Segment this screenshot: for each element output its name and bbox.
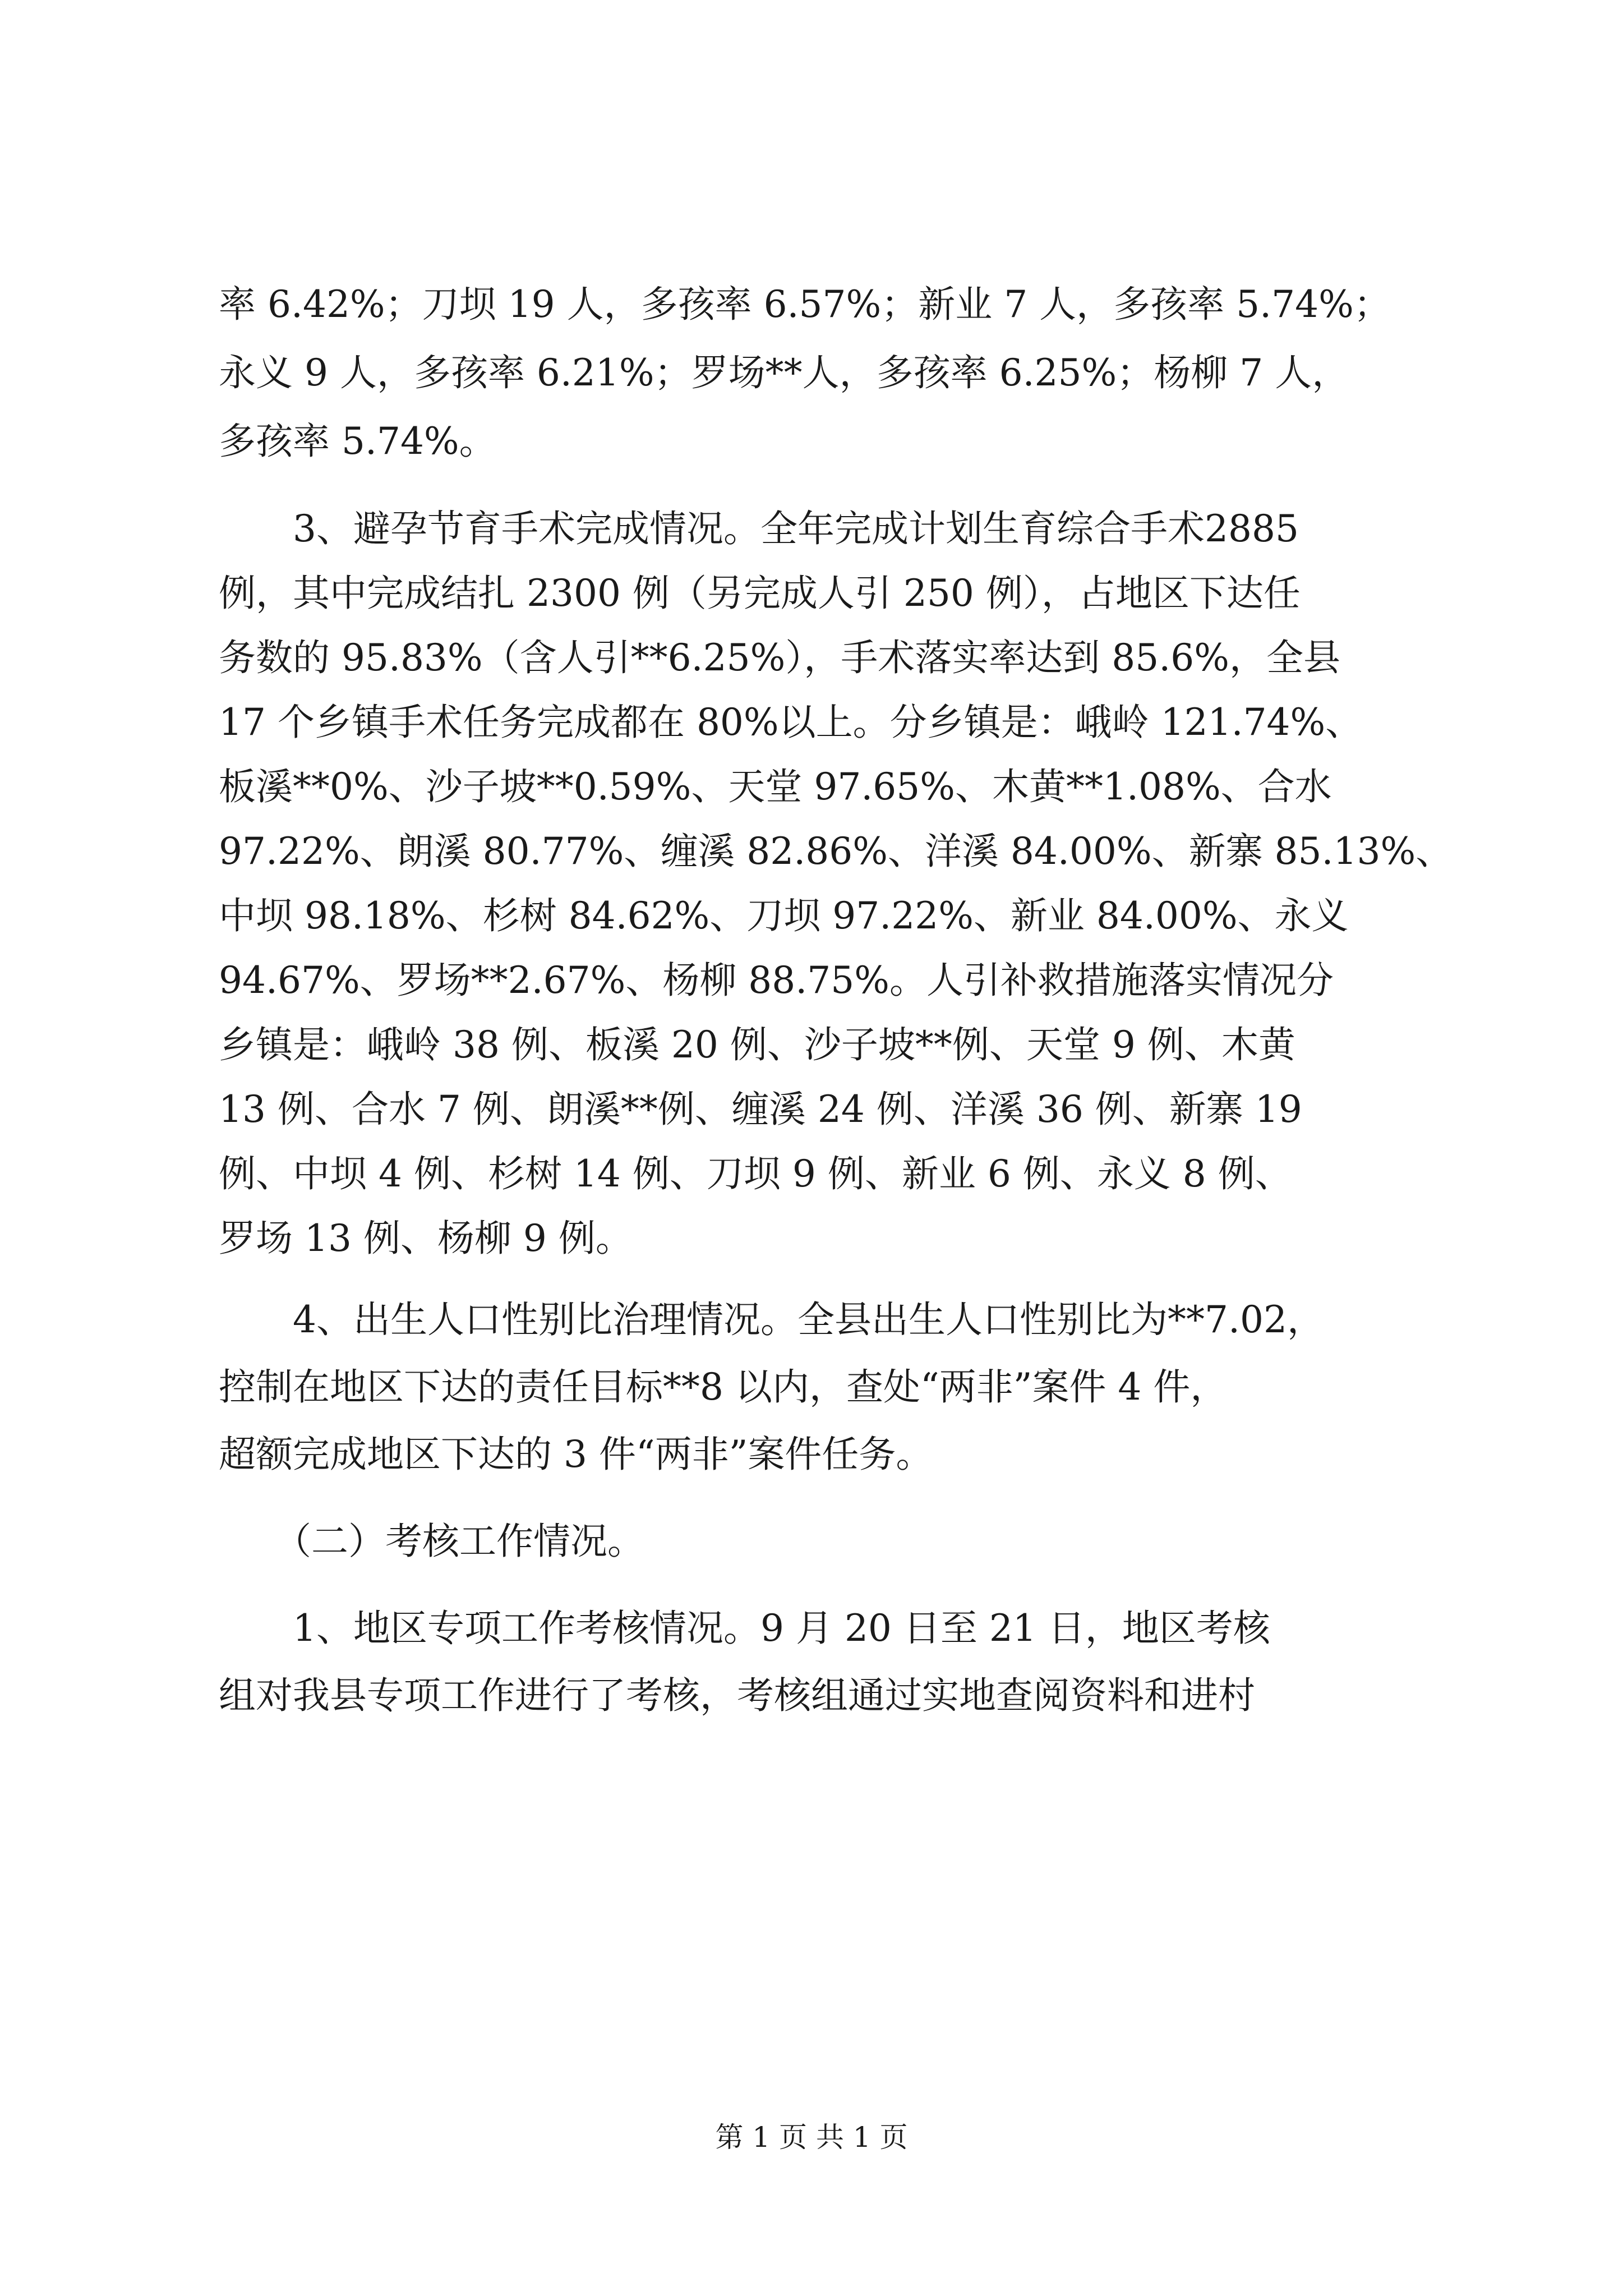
text-line: 4、出生人口性别比治理情况。全县出生人口性别比为**7.02， [219,1298,1324,1341]
text-line: 97.22%、朗溪 80.77%、缠溪 82.86%、洋溪 84.00%、新寨 85.13%、 [219,830,1453,873]
page-footer: 第 1 页 共 1 页 [715,2121,908,2154]
text-line: 多孩率 5.74%。 [219,420,496,463]
text-line: 例、中坝 4 例、杉树 14 例、刀坝 9 例、新业 6 例、永义 8 例、 [219,1152,1292,1195]
text-line: 永义 9 人，多孩率 6.21%；罗场**人，多孩率 6.25%；杨柳 7 人， [219,351,1349,394]
section-heading: （二）考核工作情况。 [219,1520,644,1563]
text-line: 3、避孕节育手术完成情况。全年完成计划生育综合手术2885 [219,507,1299,550]
text-line: 板溪**0%、沙子坡**0.59%、天堂 97.65%、木黄**1.08%、合水 [219,765,1332,808]
text-line: 乡镇是：峨岭 38 例、板溪 20 例、沙子坡**例、天堂 9 例、木黄 [219,1023,1295,1066]
text-line: 94.67%、罗场**2.67%、杨柳 88.75%。人引补救措施落实情况分 [219,959,1334,1002]
text-line: 例，其中完成结扎 2300 例（另完成人引 250 例），占地区下达任 [219,572,1301,615]
text-line: 17 个乡镇手术任务完成都在 80%以上。分乡镇是：峨岭 121.74%、 [219,701,1363,744]
text-line: 务数的 95.83%（含人引**6.25%），手术落实率达到 85.6%，全县 [219,636,1340,679]
text-line: 13 例、合水 7 例、朗溪**例、缠溪 24 例、洋溪 36 例、新寨 19 [219,1088,1302,1131]
text-line: 中坝 98.18%、杉树 84.62%、刀坝 97.22%、新业 84.00%、永义 [219,894,1349,937]
text-line: 控制在地区下达的责任目标**8 以内，查处“两非”案件 4 件， [219,1365,1228,1409]
text-line: 罗场 13 例、杨柳 9 例。 [219,1217,633,1260]
text-line: 组对我县专项工作进行了考核，考核组通过实地查阅资料和进村 [219,1674,1255,1717]
text-line: 1、地区专项工作考核情况。9 月 20 日至 21 日，地区考核 [219,1607,1270,1650]
text-line: 超额完成地区下达的 3 件“两非”案件任务。 [219,1433,933,1476]
text-line: 率 6.42%；刀坝 19 人，多孩率 6.57%；新业 7 人，多孩率 5.74%； [219,283,1391,326]
